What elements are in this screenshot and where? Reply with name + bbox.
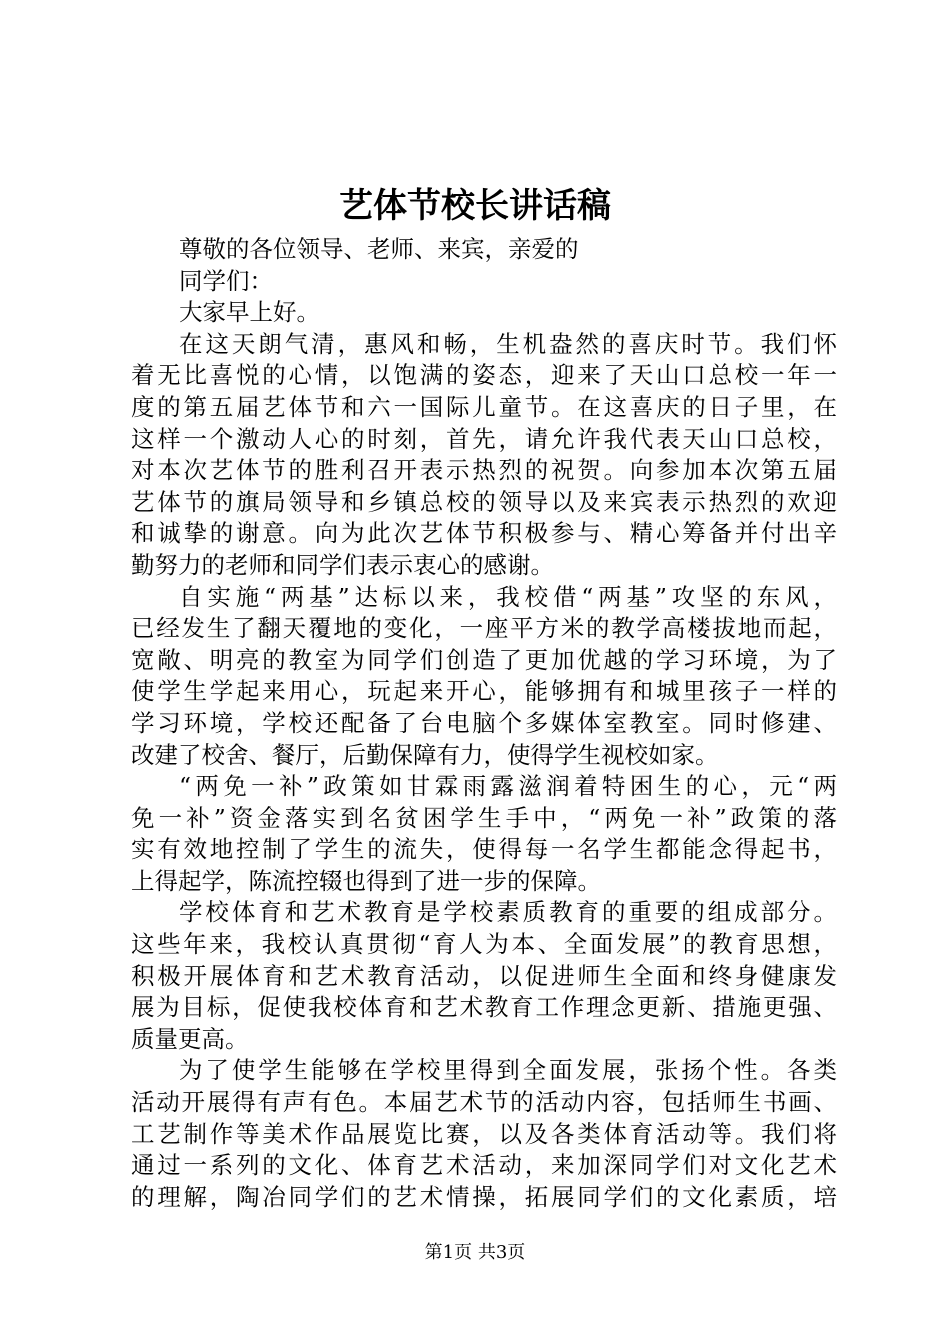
text-line: 展为目标，促使我校体育和艺术教育工作理念更新、措施更强、 xyxy=(131,993,837,1022)
text-line: 已经发生了翻天覆地的变化，一座平方米的教学高楼拔地而起， xyxy=(131,614,837,643)
text-line: 为了使学生能够在学校里得到全面发展，张扬个性。各类 xyxy=(179,1056,837,1085)
text-line: 勤努力的老师和同学们表示衷心的感谢。 xyxy=(131,550,554,579)
text-line: 尊敬的各位领导、老师、来宾，亲爱的 xyxy=(179,235,579,263)
page-footer: 第1页 共3页 xyxy=(424,1242,526,1263)
text-line: “两免一补”政策如甘霖雨露滋润着特困生的心，元“两 xyxy=(179,772,837,801)
text-line: 着无比喜悦的心情，以饱满的姿态，迎来了天山口总校一年一 xyxy=(131,361,837,390)
text-line: 通过一系列的文化、体育艺术活动，来加深同学们对文化艺术 xyxy=(131,1151,837,1180)
text-line: 改建了校舍、餐厅，后勤保障有力，使得学生视校如家。 xyxy=(131,740,719,769)
text-line: 这样一个激动人心的时刻，首先，请允许我代表天山口总校， xyxy=(131,424,837,453)
text-line: 对本次艺体节的胜利召开表示热烈的祝贺。向参加本次第五届 xyxy=(131,456,837,485)
text-line: 学习环境，学校还配备了台电脑个多媒体室教室。同时修建、 xyxy=(131,708,837,737)
text-line: 度的第五届艺体节和六一国际儿童节。在这喜庆的日子里，在 xyxy=(131,392,837,421)
text-line: 的理解，陶冶同学们的艺术情操，拓展同学们的文化素质，培 xyxy=(131,1182,837,1211)
text-line: 学校体育和艺术教育是学校素质教育的重要的组成部分。 xyxy=(179,898,837,927)
text-line: 质量更高。 xyxy=(131,1024,249,1053)
text-line: 大家早上好。 xyxy=(179,298,320,327)
text-line: 在这天朗气清，惠风和畅，生机盎然的喜庆时节。我们怀 xyxy=(179,329,837,358)
text-line: 积极开展体育和艺术教育活动，以促进师生全面和终身健康发 xyxy=(131,961,837,990)
text-line: 宽敞、明亮的教室为同学们创造了更加优越的学习环境，为了 xyxy=(131,645,837,674)
text-line: 活动开展得有声有色。本届艺术节的活动内容，包括师生书画、 xyxy=(131,1088,837,1117)
text-line: 和诚挚的谢意。向为此次艺体节积极参与、精心筹备并付出辛 xyxy=(131,519,837,548)
text-line: 艺体节的旗局领导和乡镇总校的领导以及来宾表示热烈的欢迎 xyxy=(131,487,837,516)
text-line: 自实施“两基”达标以来，我校借“两基”攻坚的东风， xyxy=(179,582,837,611)
text-line: 实有效地控制了学生的流失，使得每一名学生都能念得起书， xyxy=(131,835,837,864)
text-line: 免一补”资金落实到名贫困学生手中，“两免一补”政策的落 xyxy=(131,803,837,832)
document-title: 艺体节校长讲话稿 xyxy=(339,186,611,226)
text-line: 工艺制作等美术作品展览比赛，以及各类体育活动等。我们将 xyxy=(131,1119,837,1148)
document-body xyxy=(131,234,837,1213)
text-line: 这些年来，我校认真贯彻“育人为本、全面发展”的教育思想， xyxy=(131,930,837,959)
text-line: 使学生学起来用心，玩起来开心，能够拥有和城里孩子一样的 xyxy=(131,677,837,706)
text-line: 同学们： xyxy=(179,266,273,295)
text-line: 上得起学，陈流控辍也得到了进一步的保障。 xyxy=(131,866,601,895)
